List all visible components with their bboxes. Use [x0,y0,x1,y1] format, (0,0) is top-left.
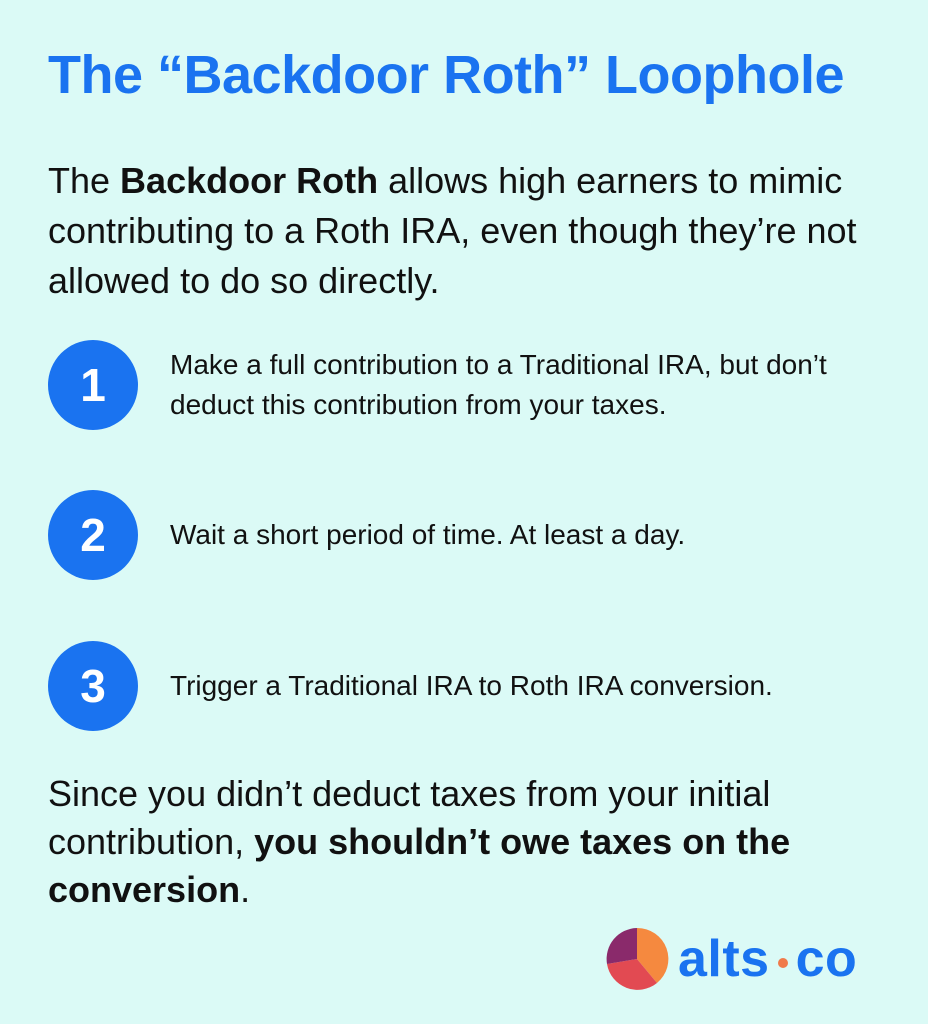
logo-wordmark [678,930,858,988]
logo-text-co: co [795,930,858,988]
step-text: Make a full contribution to a Traditional IRA, but don’t deduct this contribution from your taxes. [170,349,827,420]
logo-dot [778,958,788,968]
pie-chart-icon [604,926,670,992]
page-title: The “Backdoor Roth” Loophole [48,45,844,105]
logo-text-alts: alts [678,930,770,988]
step-1 [48,340,888,430]
intro-bold: Backdoor Roth [120,160,379,201]
step-3 [48,641,888,731]
intro-lead: The [48,160,121,201]
outro-end: . [240,869,251,910]
step-number-badge: 2 [48,490,138,580]
brand-logo [604,924,857,994]
outro-paragraph [48,770,898,914]
step-number-badge: 1 [48,340,138,430]
step-text: Wait a short period of time. At least a day. [170,519,686,550]
intro-rest: allows high earners to mimic contributing to a Roth IRA, even though they’re not allowed to do so directly. [48,160,857,301]
intro-paragraph [48,156,898,306]
step-text: Trigger a Traditional IRA to Roth IRA conversion. [170,670,773,701]
outro-bold: you shouldn’t owe taxes on the conversion [48,821,791,910]
outro-lead: Since you didn’t deduct taxes from your initial contribution, [48,773,771,862]
step-2 [48,490,888,580]
step-number-badge: 3 [48,641,138,731]
